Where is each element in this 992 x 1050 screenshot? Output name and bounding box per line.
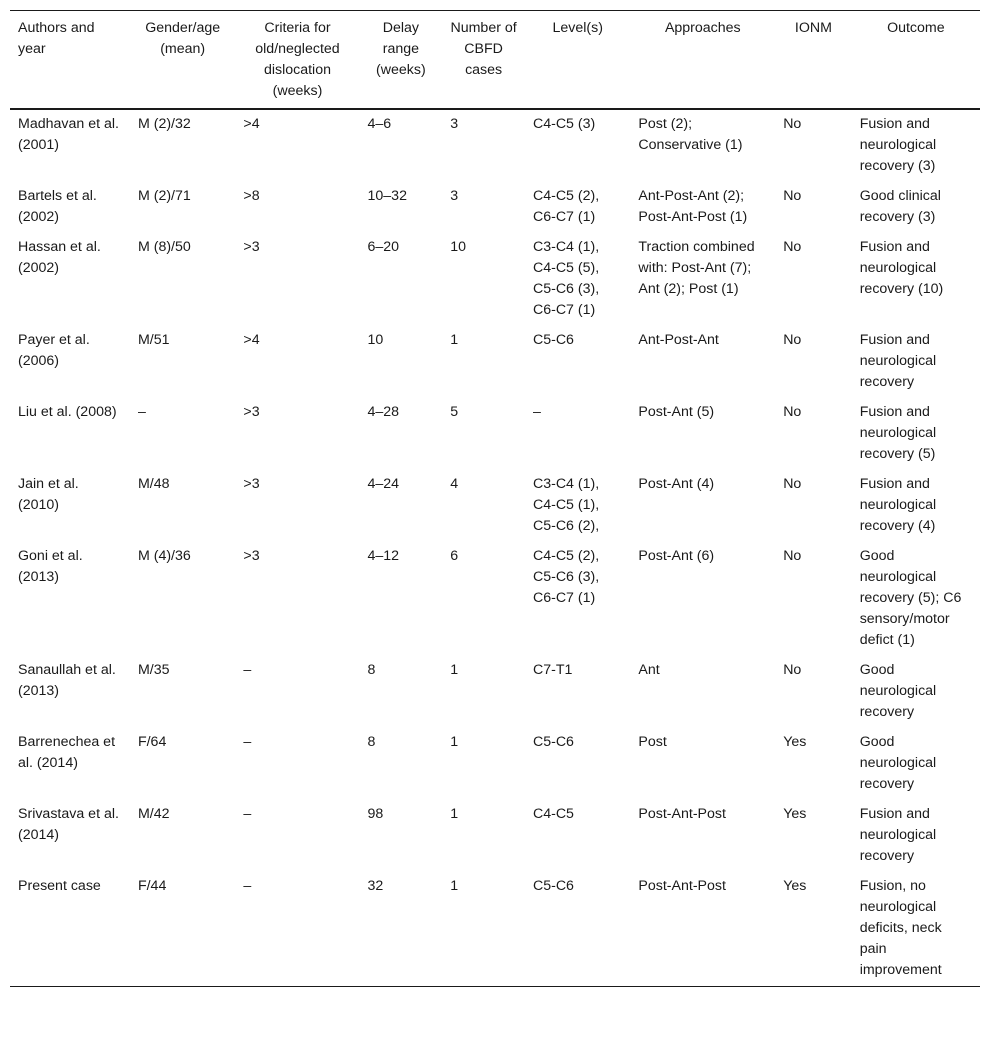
cell-criteria: >4 — [243, 332, 260, 348]
cell-levels: C3-C4 (1), C4-C5 (1), C5-C6 (2), — [532, 476, 600, 534]
cell-ionm: No — [783, 332, 802, 348]
cell-outcome: Fusion, no neurological deficits, neck pain improvement — [859, 878, 942, 978]
cell-outcome: Fusion and neurological recovery — [859, 332, 937, 390]
cell-delay: 4–28 — [367, 404, 400, 420]
cell-approaches: Post — [638, 734, 667, 750]
cell-ionm: No — [783, 548, 802, 564]
cell-outcome: Good neurological recovery — [859, 662, 937, 720]
cell-levels: C4-C5 (2), C5-C6 (3), C6-C7 (1) — [532, 548, 600, 606]
cell-delay: 98 — [367, 806, 384, 822]
table-row — [10, 326, 980, 398]
cell-cases: 4 — [450, 476, 459, 492]
cell-approaches: Post-Ant (6) — [638, 548, 715, 564]
cell-gender-age: M (2)/71 — [137, 188, 191, 204]
header-approaches: Approaches — [664, 20, 741, 36]
cell-cases: 1 — [450, 662, 459, 678]
cell-delay: 4–12 — [367, 548, 400, 564]
cell-criteria: >8 — [243, 188, 260, 204]
cell-criteria: – — [243, 878, 252, 894]
header-outcome: Outcome — [887, 20, 945, 36]
cell-cases: 10 — [450, 239, 467, 255]
cell-criteria: – — [243, 662, 252, 678]
table-header — [10, 11, 980, 110]
cell-outcome: Good neurological recovery — [859, 734, 937, 792]
cell-authors: Srivastava et al. (2014) — [18, 806, 119, 843]
cell-ionm: No — [783, 116, 802, 132]
cell-outcome: Fusion and neurological recovery (4) — [859, 476, 937, 534]
cell-outcome: Fusion and neurological recovery (10) — [859, 239, 944, 297]
cell-gender-age: M (4)/36 — [137, 548, 191, 564]
header-delay-range: Delay range (weeks) — [376, 20, 426, 78]
cell-criteria: – — [243, 806, 252, 822]
cell-delay: 10–32 — [367, 188, 407, 204]
cell-ionm: No — [783, 239, 802, 255]
cell-authors: Madhavan et al. (2001) — [18, 116, 119, 153]
header-criteria: Criteria for old/neglected dislocation (weeks) — [255, 20, 340, 99]
cell-outcome: Fusion and neurological recovery — [859, 806, 937, 864]
cell-criteria: >3 — [243, 476, 260, 492]
cell-ionm: No — [783, 662, 802, 678]
table-row — [10, 398, 980, 470]
cell-authors: Jain et al. (2010) — [18, 476, 79, 513]
cell-gender-age: – — [137, 404, 146, 420]
cell-authors: Sanaullah et al. (2013) — [18, 662, 116, 699]
header-row — [10, 11, 980, 110]
cell-ionm: Yes — [783, 734, 807, 750]
literature-review-table — [10, 10, 980, 987]
cell-authors: Goni et al. (2013) — [18, 548, 83, 585]
table-row — [10, 470, 980, 542]
table-body — [10, 109, 980, 987]
cell-levels: C5-C6 — [532, 734, 574, 750]
cell-outcome: Fusion and neurological recovery (5) — [859, 404, 937, 462]
cell-delay: 6–20 — [367, 239, 400, 255]
cell-levels: C4-C5 (2), C6-C7 (1) — [532, 188, 600, 225]
cell-ionm: No — [783, 476, 802, 492]
cell-delay: 4–24 — [367, 476, 400, 492]
cell-authors: Present case — [18, 878, 101, 894]
table-row — [10, 872, 980, 987]
cell-cases: 6 — [450, 548, 459, 564]
cell-gender-age: M/51 — [137, 332, 170, 348]
cell-gender-age: M/42 — [137, 806, 170, 822]
cell-criteria: >3 — [243, 548, 260, 564]
cell-authors: Liu et al. (2008) — [18, 404, 117, 420]
cell-levels: C4-C5 — [532, 806, 574, 822]
cell-approaches: Post-Ant-Post — [638, 806, 726, 822]
cell-authors: Hassan et al. (2002) — [18, 239, 101, 276]
cell-delay: 4–6 — [367, 116, 392, 132]
cell-criteria: >4 — [243, 116, 260, 132]
cell-gender-age: F/44 — [137, 878, 167, 894]
cell-cases: 1 — [450, 332, 459, 348]
table-row — [10, 728, 980, 800]
cell-ionm: No — [783, 188, 802, 204]
table-row — [10, 109, 980, 182]
cell-approaches: Post-Ant-Post — [638, 878, 726, 894]
cell-gender-age: M/35 — [137, 662, 170, 678]
header-ionm: IONM — [794, 20, 832, 36]
cell-ionm: Yes — [783, 806, 807, 822]
cell-delay: 8 — [367, 662, 376, 678]
cell-cases: 5 — [450, 404, 459, 420]
cell-levels: C4-C5 (3) — [532, 116, 596, 132]
cell-levels: C5-C6 — [532, 332, 574, 348]
header-authors-year: Authors and year — [18, 20, 95, 57]
table-row — [10, 656, 980, 728]
cell-authors: Bartels et al. (2002) — [18, 188, 97, 225]
cell-approaches: Post (2); Conservative (1) — [638, 116, 743, 153]
cell-criteria: – — [243, 734, 252, 750]
table-row — [10, 800, 980, 872]
cell-approaches: Ant-Post-Ant (2); Post-Ant-Post (1) — [638, 188, 748, 225]
table-row — [10, 182, 980, 233]
cell-authors: Payer et al. (2006) — [18, 332, 90, 369]
cell-ionm: Yes — [783, 878, 807, 894]
cell-gender-age: M/48 — [137, 476, 170, 492]
cell-cases: 1 — [450, 878, 459, 894]
cell-cases: 3 — [450, 116, 459, 132]
cell-outcome: Fusion and neurological recovery (3) — [859, 116, 937, 174]
cell-levels: C5-C6 — [532, 878, 574, 894]
cell-approaches: Traction combined with: Post-Ant (7); Ant (2); Post (1) — [638, 239, 755, 297]
cell-cases: 1 — [450, 806, 459, 822]
header-levels: Level(s) — [552, 20, 603, 36]
cell-delay: 10 — [367, 332, 384, 348]
cell-delay: 32 — [367, 878, 384, 894]
cell-approaches: Ant — [638, 662, 660, 678]
cell-outcome: Good clinical recovery (3) — [859, 188, 941, 225]
cell-gender-age: M (2)/32 — [137, 116, 191, 132]
cell-criteria: >3 — [243, 239, 260, 255]
cell-delay: 8 — [367, 734, 376, 750]
cell-levels: – — [532, 404, 541, 420]
cell-gender-age: F/64 — [137, 734, 167, 750]
cell-approaches: Post-Ant (5) — [638, 404, 715, 420]
cell-levels: C3-C4 (1), C4-C5 (5), C5-C6 (3), C6-C7 (1) — [532, 239, 600, 318]
cell-gender-age: M (8)/50 — [137, 239, 191, 255]
cell-criteria: >3 — [243, 404, 260, 420]
cell-approaches: Ant-Post-Ant — [638, 332, 719, 348]
cell-authors: Barrenechea et al. (2014) — [18, 734, 116, 771]
cell-outcome: Good neurological recovery (5); C6 sensory/motor defict (1) — [859, 548, 962, 648]
cell-levels: C7-T1 — [532, 662, 573, 678]
table-row — [10, 542, 980, 656]
header-number-cases: Number of CBFD cases — [450, 20, 517, 78]
cell-ionm: No — [783, 404, 802, 420]
table-row — [10, 233, 980, 326]
cell-cases: 1 — [450, 734, 459, 750]
cell-cases: 3 — [450, 188, 459, 204]
literature-review-table-container — [10, 10, 980, 987]
header-gender-age: Gender/age (mean) — [145, 20, 221, 57]
cell-approaches: Post-Ant (4) — [638, 476, 715, 492]
